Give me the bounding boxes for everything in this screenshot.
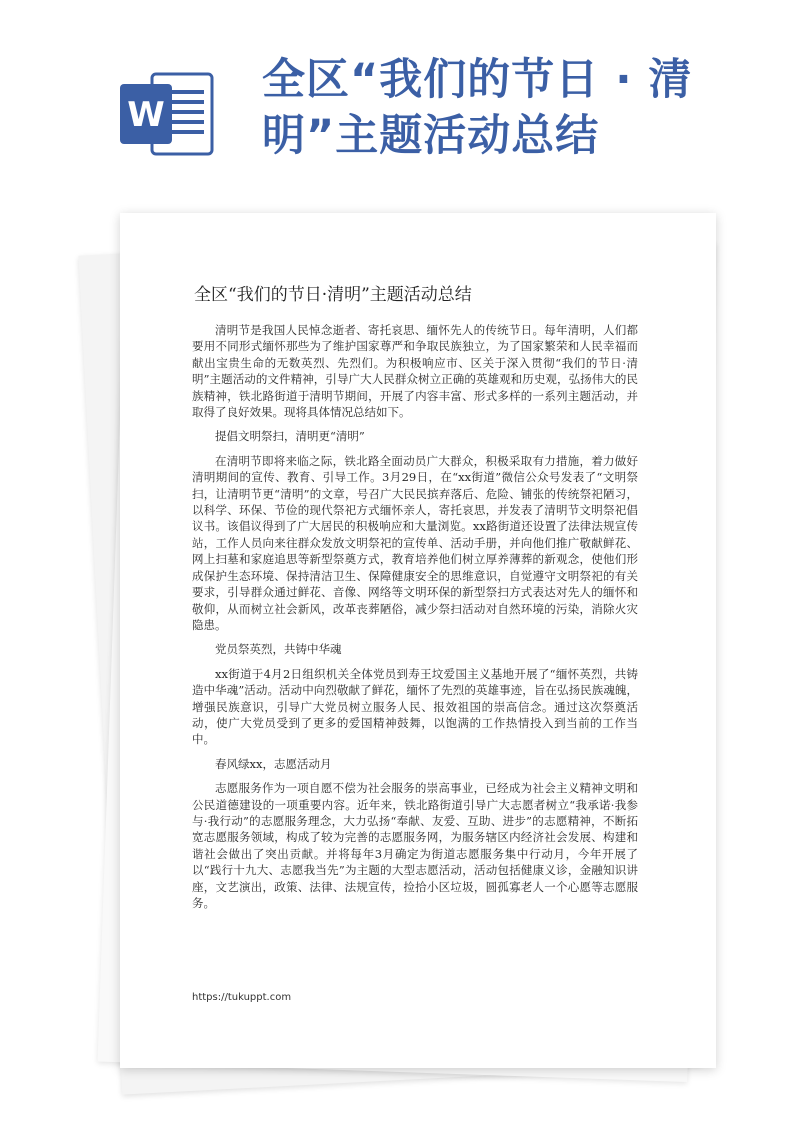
- banner-title-line1: 全区“我们的节日 · 清: [262, 55, 693, 105]
- banner-title-line2: 明”主题活动总结: [262, 111, 600, 161]
- document-title: 全区“我们的节日·清明”主题活动总结: [194, 285, 472, 305]
- word-document-icon: [118, 70, 216, 158]
- footer-url[interactable]: https://tukuppt.com: [192, 992, 292, 1003]
- document-body: [192, 322, 638, 919]
- section-heading: 提倡文明祭扫，清明更“清明”: [215, 429, 365, 444]
- svg-text:W: W: [127, 95, 165, 135]
- section-paragraph: 在清明节即将来临之际，铁北路全面动员广大群众，积极采取有力措施，着力做好清明期间的宣传、教育、引导工作。3月29日，在“xx街道”微信公众号发表了“文明祭扫，让清明节更“清明”的文章，号召广大民民摈弃落后、危险、铺张的传统祭祀陋习，以科学、环保、节俭的现代祭祀方式缅怀亲人，寄托哀思，并发表了清明节文明祭祀倡议书。该倡议得到了广大居民的积极响应和大量浏览。xx路街道还设置了法律法规宣传站，工作人员向来往群众发放文明祭祀的宣传单、活动手册，并向他们推广敬献鲜花、网上扫墓和家庭追思等新型祭奠方式，教育培养他们树立厚养薄葬的新观念，使他们形成保护生态环境、保持清洁卫生、保障健康安全的思维意识，自觉遵守文明祭祀的有关要求，引导群众通过鲜花、音像、网络等文明环保的新型祭扫方式表达对先人的缅怀和敬仰，从而树立社会新风，改革丧葬陋俗，减少祭扫活动对自然环境的污染，消除火灾隐患。: [192, 453, 638, 632]
- section-heading: 春风绿xx，志愿活动月: [215, 756, 332, 771]
- section-paragraph: 志愿服务作为一项自愿不偿为社会服务的崇高事业，已经成为社会主义精神文明和公民道德建设的一项重要内容。近年来，铁北路街道引导广大志愿者树立“我承诺·我参与·我行动”的志愿服务理念，大力弘扬“奉献、友爱、互助、进步”的志愿精神，不断拓宽志愿服务领域，构成了较为完善的志愿服务网，为服务辖区内经济社会发展、构建和谐社会做出了突出贡献。并将每年3月确定为街道志愿服务集中行动月，今年开展了以“践行十九大、志愿我当先”为主题的大型志愿活动，活动包括健康义诊，金融知识讲座，文艺演出，政策、法律、法规宣传，捡拾小区垃圾，圆孤寡老人一个心愿等志愿服务。: [192, 781, 638, 910]
- intro-paragraph: 清明节是我国人民悼念逝者、寄托哀思、缅怀先人的传统节日。每年清明，人们都要用不同形式缅怀那些为了维护国家尊严和争取民族独立，为了国家繁荣和人民幸福而献出宝贵生命的无数英烈、先烈们。为积极响应市、区关于深入贯彻“我们的节日·清明”主题活动的文件精神，引导广大人民群众树立正确的英雄观和历史观，弘扬伟大的民族精神，铁北路街道于清明节期间，开展了内容丰富、形式多样的一系列主题活动，并取得了良好效果。现将具体情况总结如下。: [192, 323, 638, 420]
- section-paragraph: xx街道于4月2日组织机关全体党员到寿王坟爱国主义基地开展了“缅怀英烈，共铸造中华魂”活动。活动中向烈敬献了鲜花，缅怀了先烈的英雄事迹，旨在弘扬民族魂魄，增强民族意识，引导广大党员树立服务人民、报效祖国的崇高信念。通过这次祭奠活动，使广大党员受到了更多的爱国精神鼓舞，以饱满的工作热情投入到当前的工作当中。: [192, 666, 638, 747]
- section-heading: 党员祭英烈，共铸中华魂: [215, 642, 342, 657]
- banner-title: [262, 52, 712, 164]
